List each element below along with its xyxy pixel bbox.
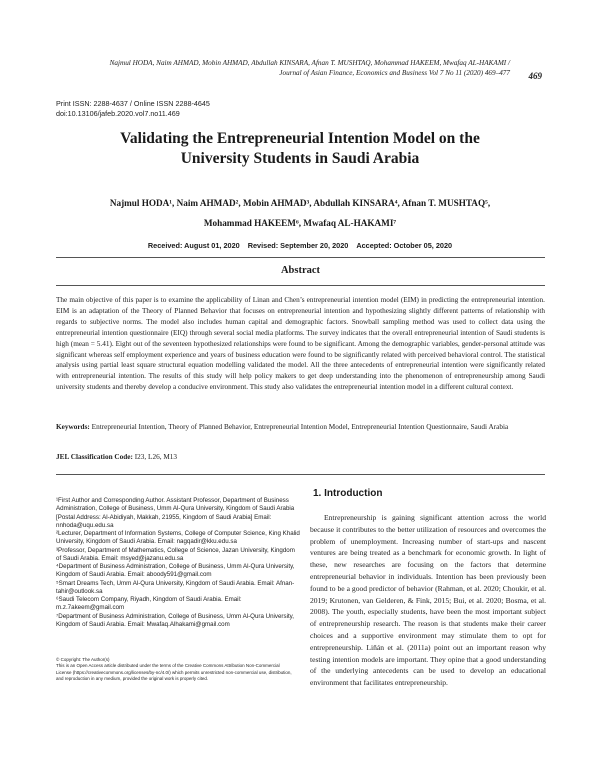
doi-line: doi:10.13106/jafeb.2020.vol7.no11.469 (56, 108, 180, 118)
issn-block (56, 99, 210, 118)
introduction-heading: 1. Introduction (313, 488, 383, 499)
affiliation-6: ⁶Saudi Telecom Company, Riyadh, Kingdom of Saudi Arabia. Email: m.z.7akeem@gmail.com (56, 596, 242, 612)
issn-line: Print ISSN: 2288-4637 / Online ISSN 2288-4645 (56, 99, 210, 108)
received-date: Received: August 01, 2020 (147, 241, 240, 250)
running-header-journal: Journal of Asian Finance, Economics and Business Vol 7 No 11 (2020) 469–477 (279, 69, 510, 77)
revised-date: Revised: September 20, 2020 (247, 241, 349, 250)
jel-codes: I23, L26, M13 (134, 453, 178, 461)
affiliation-7: ⁷Department of Business Administration, College of Business, Umm Al-Qura University, Kingdom of Saudi Arabia. Email: Mwafaq.Alhakami@gmail.com (56, 612, 295, 628)
accepted-date: Accepted: October 05, 2020 (356, 241, 453, 250)
copyright-notice (56, 657, 292, 683)
abstract-heading-rule (56, 285, 545, 286)
keywords-text: Entrepreneurial Intention, Theory of Planned Behavior, Entrepreneurial Intention Model, Entrepreneurial Intention Questionnaire, Saudi Arabia (91, 423, 509, 431)
copyright-line: © Copyright: The Author(s) (56, 657, 110, 662)
running-header-authors: Najmul HODA, Naim AHMAD, Mobin AHMAD, Abdullah KINSARA, Afnan T. MUSHTAQ, Mohammad HAKEEM, Mwafaq AL-HAKAMI / (109, 59, 510, 67)
affiliation-5: ⁵Smart Dreams Tech, Umm Al-Qura University, Kingdom of Saudi Arabia. Email: Afnan-tahir@outlook.sa (56, 579, 295, 595)
affiliation-2: ²Lecturer, Department of Information Systems, College of Computer Science, King Khalid University, Kingdom of Saudi Arabia. Email: nagqadir@kku.edu.sa (56, 530, 300, 546)
submission-dates (60, 241, 540, 250)
abstract-top-rule (56, 257, 545, 258)
abstract-body: The main objective of this paper is to examine the applicability of Linan and Chen’s entrepreneurial intention model (EIM) in predicting the entrepreneurial intention. EIM is an adaptation of the Theory of Planned Behavior that focuses on entrepreneurial intention and hypothesizing slightly different patterns of relationship with regards to subjective norms. The model also includes human capital and demographic factors. Snowball sampling method was used to collect data using the entrepreneurial intention questionnaire (EIQ) through several social media platforms. The survey indicates that the overall entrepreneurial intention of Saudi students is high (mean = 5.41). Eight out of the seventeen hypothesized relationships were found to be significant. Among the demographic variables, gender-personal attitude was significant whereas self employment experience and years of business education were found to be significantly related with perceived behavioral control. The statistical analysis using partial least square structural equation modelling validated the model. All the three antecedents of entrepreneurial intention were significantly related with entrepreneurial intention. The results of this study will help policy makers to get deep understanding into the phenomenon of entrepreneurship among Saudi university students and thereby develop a conducive environment. This study also validates the entrepreneurial intention model in a different cultural context. (56, 296, 545, 392)
abstract-heading: Abstract (280, 265, 321, 276)
affiliations (56, 497, 301, 629)
author-list-line-1: Najmul HODA¹, Naim AHMAD², Mobin AHMAD³, Abdullah KINSARA⁴, Afnan T. MUSHTAQ⁵, (109, 198, 491, 208)
abstract-bottom-rule (56, 474, 545, 475)
license-text: This is an Open Access article distributed under the terms of the Creative Commons Attribution Non-Commercial License (https://creativecommons.org/licenses/by-nc/4.0/) which permits unrestricted non-commercial use, distribution, and reproduction in any medium, provided the original work is properly cited. (56, 663, 292, 682)
affiliation-1: ¹First Author and Corresponding Author. Assistant Professor, Department of Business Administration, College of Business, Umm Al-Qura University, Kingdom of Saudi Arabia [Postal Address: Al-Abidiyah, Makkah, 21955, Kingdom of Saudi Arabia] Email: nnhoda@uqu.edu.sa (56, 497, 295, 529)
author-list-line-2: Mohammad HAKEEM⁶, Mwafaq AL-HAKAMI⁷ (203, 218, 397, 228)
jel-label: JEL Classification Code: (56, 453, 133, 461)
author-list (60, 193, 540, 233)
introduction-body: Entrepreneurship is gaining significant attention across the world because it contributes to the better utilization of resources and overcomes the problem of unemployment. Increasing number of start-ups and nascent ventures are being treated as a benchmark for economic growth. In light of these, new researches are focusing on the factors that determine entrepreneurial behavior in individuals. Intention has been previously been found to be a good predictor of behavior (Rahman, et al. 2020; Choukir, et al. 2019; Krutonen, van Gelderen, & Fink, 2015; Bui, et al. 2020; Bosma, et al. 2008). The youth, especially students, have been the most important subject of entrepreneurship research. The reason is that students make their career choices and a supportive environment may stimulate them to opt for entrepreneurship. Liñán et al. (2011a) point out an important reason why testing intention models are important. They opine that a good understanding of the underlying antecedents can be used to develop an educational environment that facilitates entrepreneurship. (310, 513, 546, 688)
keywords (56, 422, 545, 433)
affiliation-4: ⁴Department of Business Administration, College of Business, Umm Al-Qura University, Kingdom of Saudi Arabia. Email: aboody591@gmail.com (56, 563, 295, 579)
running-header (40, 58, 510, 78)
page-number: 469 (528, 71, 542, 81)
jel-classification (56, 452, 545, 463)
affiliation-3: ³Professor, Department of Mathematics, College of Science, Jazan University, Kingdom of Saudi Arabia. Email: msyed@jazanu.edu.sa (56, 546, 295, 562)
keywords-label: Keywords: (56, 423, 90, 431)
paper-title-line-2: University Students in Saudi Arabia (180, 150, 420, 167)
paper-title (60, 129, 540, 169)
paper-title-line-1: Validating the Entrepreneurial Intention Model on the (120, 130, 480, 147)
